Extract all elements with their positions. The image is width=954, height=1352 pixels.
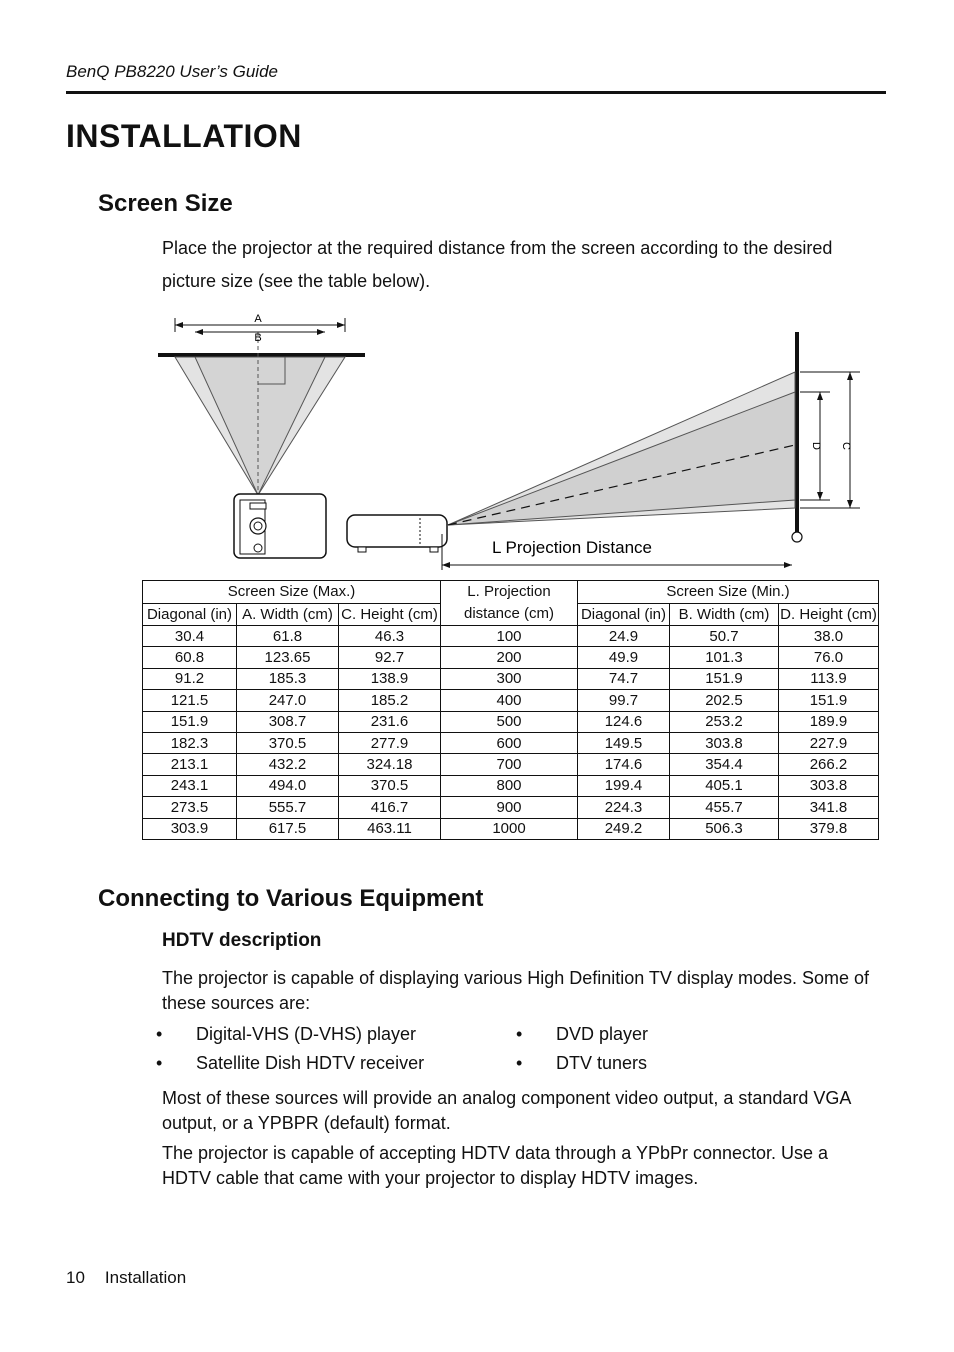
table-cell: 174.6 xyxy=(578,754,670,775)
table-cell: 49.9 xyxy=(578,647,670,668)
table-cell: 277.9 xyxy=(339,732,441,753)
table-cell: 416.7 xyxy=(339,797,441,818)
screen-size-table-container xyxy=(142,580,879,840)
table-cell: 455.7 xyxy=(670,797,779,818)
projection-diagram xyxy=(150,310,870,575)
page-footer xyxy=(66,1268,206,1288)
table-cell: 76.0 xyxy=(779,647,879,668)
top-view-diagram xyxy=(158,313,365,558)
table-cell: 224.3 xyxy=(578,797,670,818)
list-item-label: Digital-VHS (D-VHS) player xyxy=(196,1024,417,1044)
table-cell: 182.3 xyxy=(143,732,237,753)
table-cell: 341.8 xyxy=(779,797,879,818)
table-cell: 249.2 xyxy=(578,818,670,839)
projector-side-icon xyxy=(347,515,447,552)
table-cell: 1000 xyxy=(441,818,578,839)
page-title: INSTALLATION xyxy=(66,118,302,154)
table-cell: 123.65 xyxy=(237,647,339,668)
section-title-screen-size: Screen Size xyxy=(98,190,233,217)
table-cell: 300 xyxy=(441,668,578,689)
section-title-equipment: Connecting to Various Equipment xyxy=(98,885,484,912)
bullet-marker: • xyxy=(516,1024,523,1044)
header-diagonal-min: Diagonal (in) xyxy=(578,603,670,626)
table-cell: 432.2 xyxy=(237,754,339,775)
header-width-max: A. Width (cm) xyxy=(237,603,339,626)
list-item-label: Satellite Dish HDTV receiver xyxy=(196,1053,425,1073)
table-cell: 243.1 xyxy=(143,775,237,796)
projection-distance-label: L Projection Distance xyxy=(492,538,653,557)
table-cell: 303.9 xyxy=(143,818,237,839)
table-cell: 213.1 xyxy=(143,754,237,775)
table-cell: 113.9 xyxy=(779,668,879,689)
table-cell: 185.3 xyxy=(237,668,339,689)
table-cell: 700 xyxy=(441,754,578,775)
table-cell: 46.3 xyxy=(339,626,441,647)
table-cell: 370.5 xyxy=(237,732,339,753)
dimension-label-a: A xyxy=(254,313,262,325)
header-screen-size-min: Screen Size (Min.) xyxy=(578,581,879,604)
table-cell: 50.7 xyxy=(670,626,779,647)
analog-output-paragraph: Most of these sources will provide an analog component video output, a standard VGA output, or a YPBPR (default) format. xyxy=(162,1088,851,1133)
table-cell: 463.11 xyxy=(339,818,441,839)
table-cell: 800 xyxy=(441,775,578,796)
table-cell: 151.9 xyxy=(779,690,879,711)
header-projection-distance: L. Projection distance (cm) xyxy=(441,581,578,626)
table-cell: 308.7 xyxy=(237,711,339,732)
table-row xyxy=(143,818,879,839)
table-row xyxy=(143,668,879,689)
header-height-min: D. Height (cm) xyxy=(779,603,879,626)
screen-size-table xyxy=(142,580,879,840)
header-width-min: B. Width (cm) xyxy=(670,603,779,626)
table-cell: 38.0 xyxy=(779,626,879,647)
table-cell: 303.8 xyxy=(779,775,879,796)
dimension-label-c: C xyxy=(840,442,852,450)
header-screen-size-max: Screen Size (Max.) xyxy=(143,581,441,604)
ypbpr-connector-paragraph: The projector is capable of accepting HDTV data through a YPbPr connector. Use a HDTV cable that came with your projector to display HDTV images. xyxy=(162,1143,829,1188)
header-rule xyxy=(66,91,886,94)
page-number: 10 xyxy=(66,1268,85,1287)
bullet-marker: • xyxy=(516,1053,523,1073)
table-cell: 121.5 xyxy=(143,690,237,711)
table-cell: 24.9 xyxy=(578,626,670,647)
table-cell: 303.8 xyxy=(670,732,779,753)
table-cell: 227.9 xyxy=(779,732,879,753)
table-cell: 200 xyxy=(441,647,578,668)
table-cell: 500 xyxy=(441,711,578,732)
table-cell: 494.0 xyxy=(237,775,339,796)
table-cell: 900 xyxy=(441,797,578,818)
table-row xyxy=(143,647,879,668)
table-cell: 617.5 xyxy=(237,818,339,839)
table-cell: 74.7 xyxy=(578,668,670,689)
table-cell: 189.9 xyxy=(779,711,879,732)
table-cell: 138.9 xyxy=(339,668,441,689)
table-cell: 100 xyxy=(441,626,578,647)
bullet-marker: • xyxy=(156,1024,163,1044)
table-cell: 91.2 xyxy=(143,668,237,689)
list-item-label: DVD player xyxy=(556,1024,649,1044)
table-cell: 231.6 xyxy=(339,711,441,732)
table-cell: 324.18 xyxy=(339,754,441,775)
table-cell: 60.8 xyxy=(143,647,237,668)
table-row xyxy=(143,711,879,732)
table-cell: 151.9 xyxy=(143,711,237,732)
footer-section-name: Installation xyxy=(104,1268,187,1287)
table-cell: 379.8 xyxy=(779,818,879,839)
header-height-max: C. Height (cm) xyxy=(339,603,441,626)
table-cell: 354.4 xyxy=(670,754,779,775)
table-row xyxy=(143,626,879,647)
table-cell: 124.6 xyxy=(578,711,670,732)
table-cell: 92.7 xyxy=(339,647,441,668)
dimension-label-d: D xyxy=(810,442,822,450)
dimension-label-b: B xyxy=(254,332,262,344)
subsection-title-hdtv: HDTV description xyxy=(162,930,322,951)
table-cell: 400 xyxy=(441,690,578,711)
table-cell: 273.5 xyxy=(143,797,237,818)
table-cell: 247.0 xyxy=(237,690,339,711)
table-row xyxy=(143,732,879,753)
projector-front-icon xyxy=(234,494,326,558)
table-cell: 30.4 xyxy=(143,626,237,647)
table-row xyxy=(143,797,879,818)
table-cell: 199.4 xyxy=(578,775,670,796)
table-cell: 151.9 xyxy=(670,668,779,689)
table-row xyxy=(143,690,879,711)
table-row xyxy=(143,775,879,796)
list-item-label: DTV tuners xyxy=(556,1053,648,1073)
table-cell: 555.7 xyxy=(237,797,339,818)
table-cell: 266.2 xyxy=(779,754,879,775)
table-cell: 101.3 xyxy=(670,647,779,668)
table-cell: 600 xyxy=(441,732,578,753)
screen-size-table-body xyxy=(143,626,879,840)
table-cell: 370.5 xyxy=(339,775,441,796)
running-header: BenQ PB8220 User’s Guide xyxy=(66,62,278,81)
table-row xyxy=(143,754,879,775)
table-cell: 149.5 xyxy=(578,732,670,753)
header-diagonal-max: Diagonal (in) xyxy=(143,603,237,626)
table-cell: 405.1 xyxy=(670,775,779,796)
side-view-diagram xyxy=(347,332,860,570)
table-cell: 99.7 xyxy=(578,690,670,711)
table-cell: 202.5 xyxy=(670,690,779,711)
bullet-marker: • xyxy=(156,1053,163,1073)
table-cell: 253.2 xyxy=(670,711,779,732)
table-cell: 61.8 xyxy=(237,626,339,647)
table-cell: 185.2 xyxy=(339,690,441,711)
table-cell: 506.3 xyxy=(670,818,779,839)
screen-size-intro: Place the projector at the required distance from the screen according to the desired picture size (see the table below). xyxy=(162,238,833,291)
hdtv-intro-paragraph: The projector is capable of displaying various High Definition TV display modes. Some of these sources are: xyxy=(162,968,870,1013)
